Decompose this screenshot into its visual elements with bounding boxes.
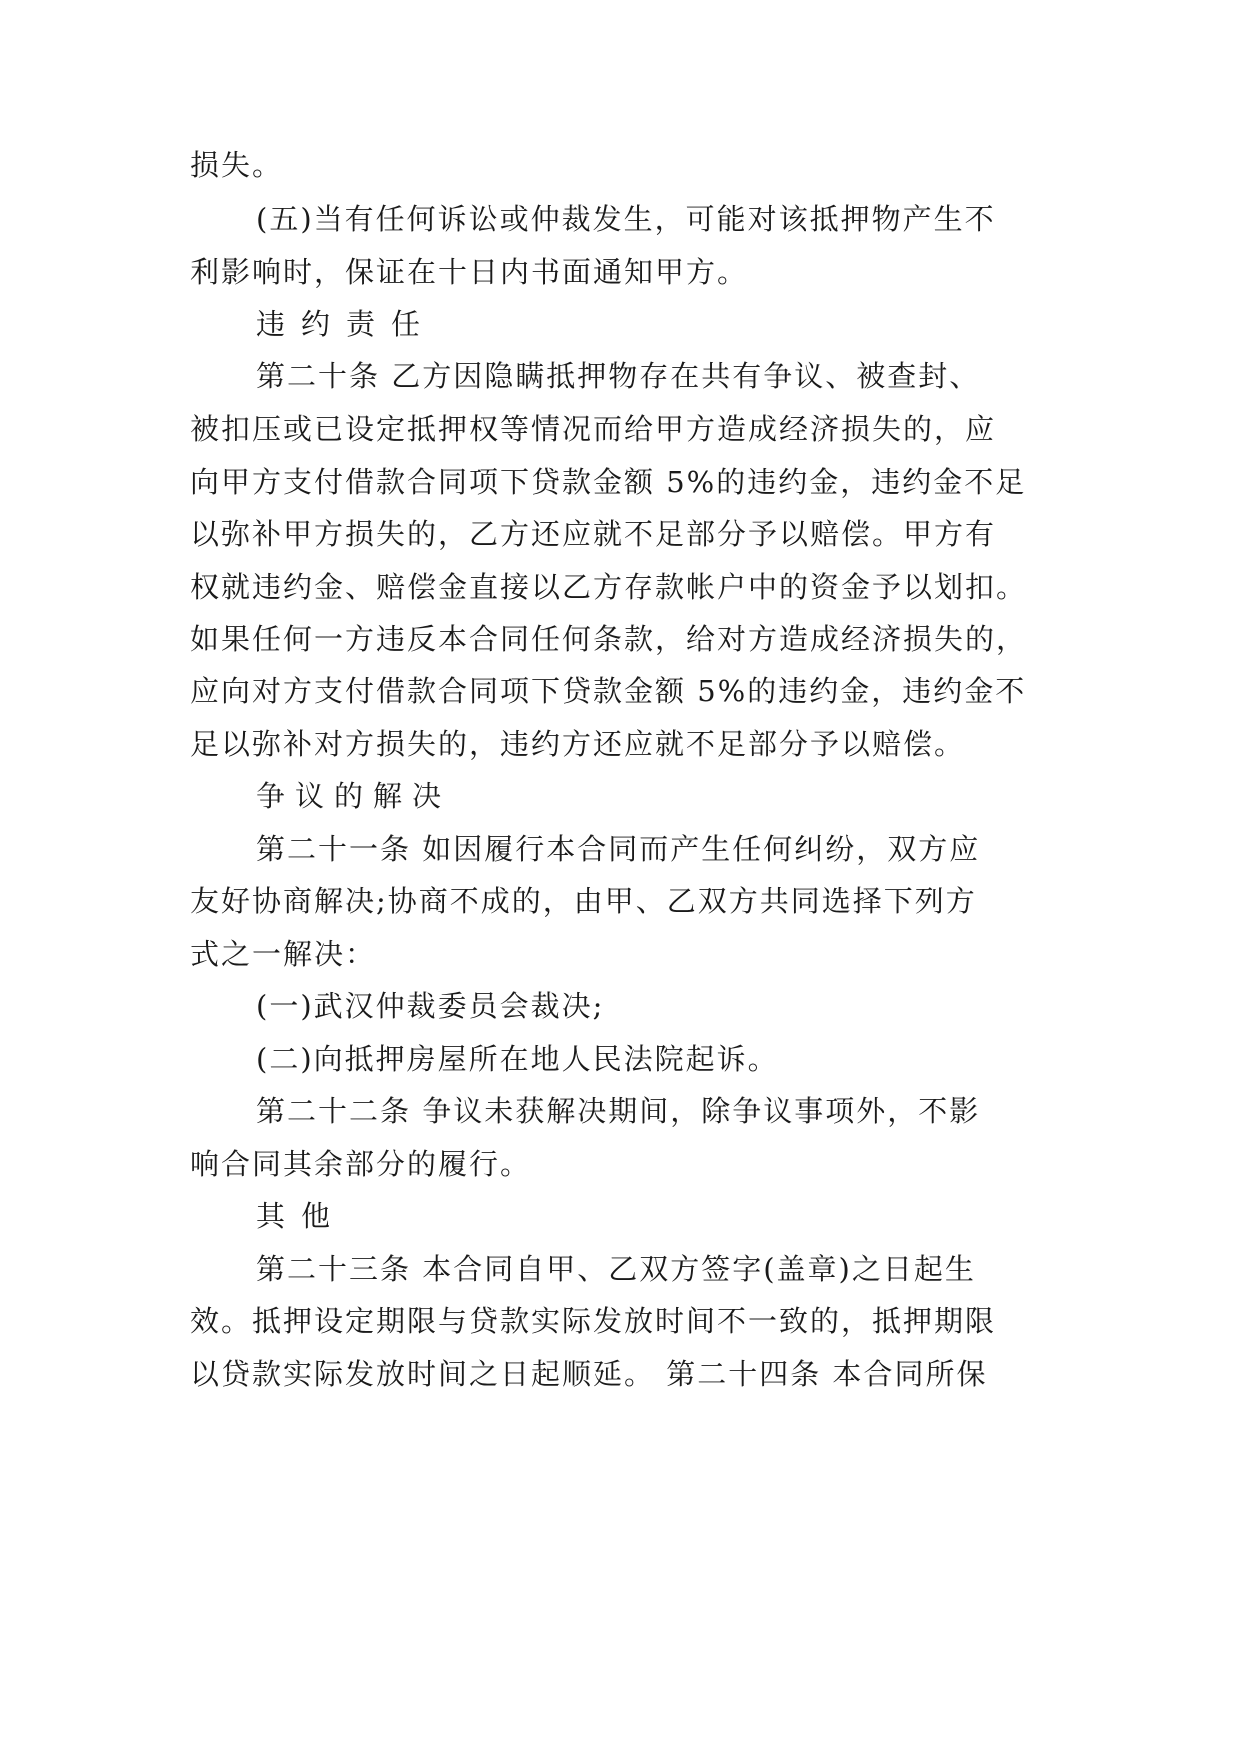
- text-line: 式之一解决：: [190, 937, 377, 971]
- text-line: 第二十二条 争议未获解决期间，除争议事项外，不影: [256, 1094, 981, 1128]
- text-line: 权就违约金、赔偿金直接以乙方存款帐户中的资金予以划扣。: [190, 570, 1028, 604]
- text-line: 应向对方支付借款合同项下贷款金额 5%的违约金，违约金不: [190, 674, 1027, 708]
- text-line: 向甲方支付借款合同项下贷款金额 5%的违约金，违约金不足: [190, 465, 1027, 499]
- text-line: 第二十条 乙方因隐瞒抵押物存在共有争议、被查封、: [256, 359, 981, 393]
- text-line: (二)向抵押房屋所在地人民法院起诉。: [256, 1042, 779, 1076]
- text-line: 如果任何一方违反本合同任何条款，给对方造成经济损失的，: [190, 622, 1028, 656]
- text-line: 第二十一条 如因履行本合同而产生任何纠纷，双方应: [256, 832, 981, 866]
- text-line: 响合同其余部分的履行。: [190, 1147, 532, 1181]
- text-line: 第二十三条 本合同自甲、乙双方签字(盖章)之日起生: [256, 1252, 976, 1286]
- text-line: 以弥补甲方损失的，乙方还应就不足部分予以赔偿。甲方有: [190, 517, 997, 551]
- text-line: (五)当有任何诉讼或仲裁发生，可能对该抵押物产生不: [256, 202, 996, 236]
- section-heading: 违约责任: [256, 307, 437, 341]
- section-heading: 争议的解决: [256, 779, 452, 813]
- text-line: 损失。: [190, 148, 284, 182]
- text-line: 友好协商解决;协商不成的，由甲、乙双方共同选择下列方: [190, 884, 977, 918]
- section-heading: 其他: [256, 1199, 347, 1233]
- text-line: 足以弥补对方损失的，违约方还应就不足部分予以赔偿。: [190, 727, 966, 761]
- text-line: 效。抵押设定期限与贷款实际发放时间不一致的，抵押期限: [190, 1304, 997, 1338]
- text-line: 以贷款实际发放时间之日起顺延。 第二十四条 本合同所保: [190, 1357, 988, 1391]
- text-line: 被扣压或已设定抵押权等情况而给甲方造成经济损失的，应: [190, 412, 997, 446]
- text-line: (一)武汉仲裁委员会裁决;: [256, 989, 605, 1023]
- text-line: 利影响时，保证在十日内书面通知甲方。: [190, 255, 749, 289]
